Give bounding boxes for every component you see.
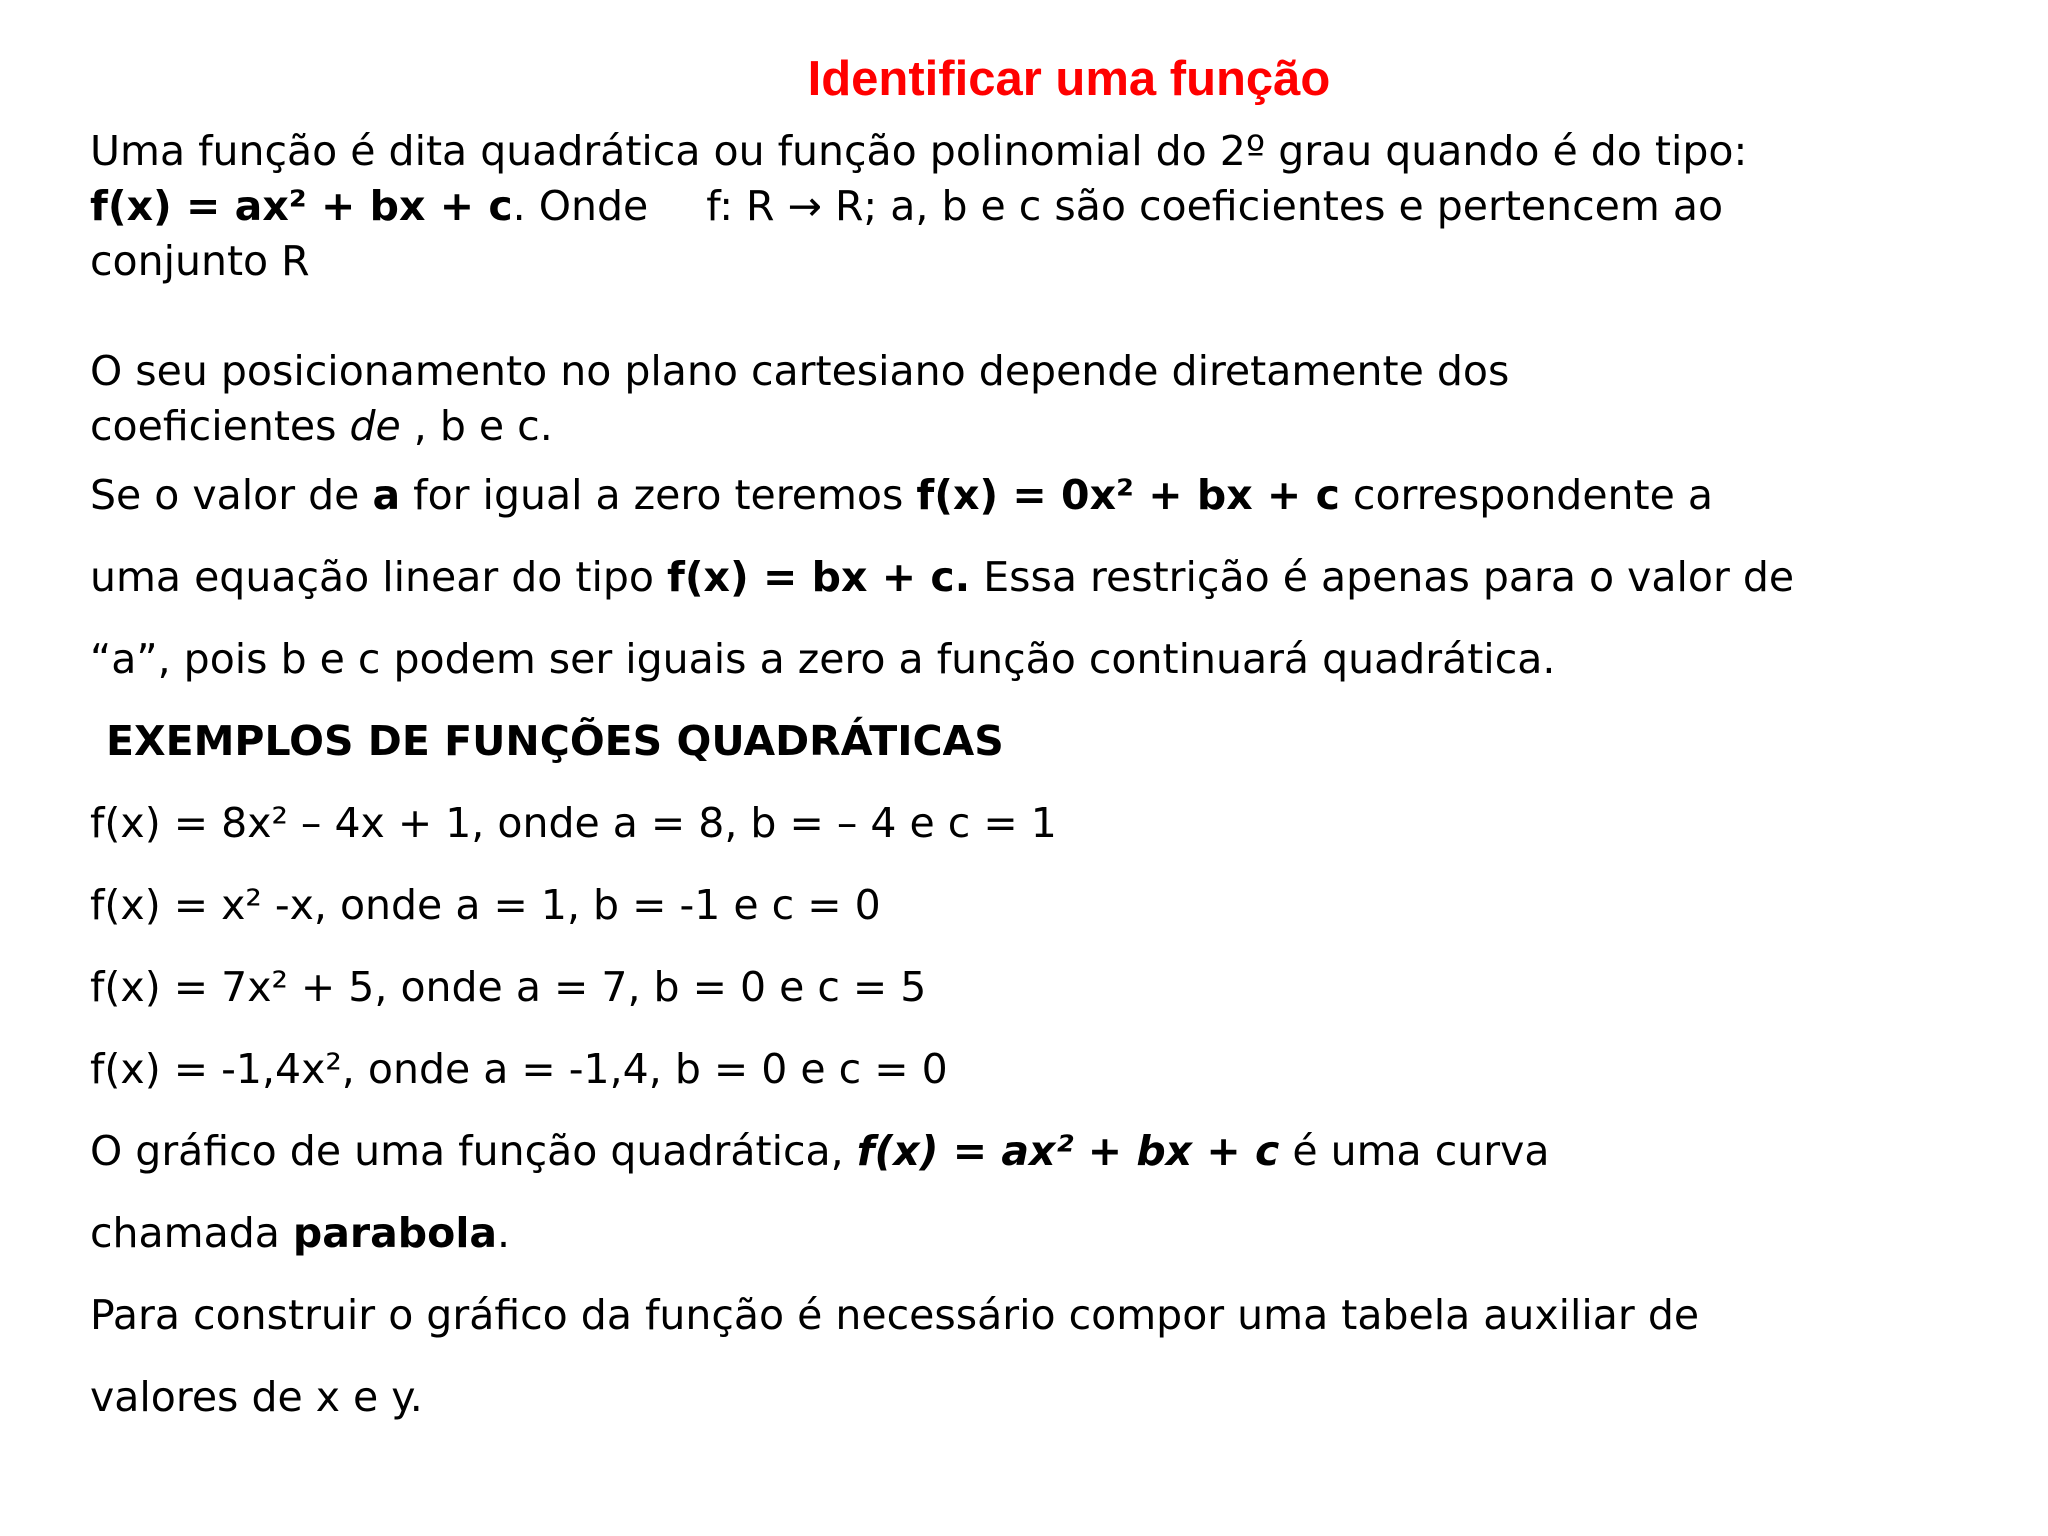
position-text-b: , b e c. <box>400 402 553 450</box>
example-item: f(x) = 8x² – 4x + 1, onde a = 8, b = – 4 e c = 1 <box>90 799 1057 847</box>
table-paragraph <box>90 1274 2048 1438</box>
position-line-1: O seu posicionamento no plano cartesiano depende diretamente dos <box>90 347 1510 395</box>
restriction-text-c: correspondente a <box>1339 471 1713 519</box>
bold-a: a <box>372 471 401 519</box>
examples-heading: EXEMPLOS DE FUNÇÕES QUADRÁTICAS <box>106 717 1004 765</box>
definition-line-2 <box>90 179 2048 234</box>
example-item: f(x) = x² -x, onde a = 1, b = -1 e c = 0 <box>90 881 881 929</box>
restriction-text-b: for igual a zero teremos <box>400 471 917 519</box>
onde-text: . Onde <box>512 182 649 230</box>
linear-text-a: uma equação linear do tipo <box>90 553 667 601</box>
position-text-a: coeficientes <box>90 402 350 450</box>
position-paragraph <box>90 344 2048 454</box>
graph-line-1 <box>90 1110 2048 1192</box>
restriction-text-a: Se o valor de <box>90 471 373 519</box>
graph-formula: f(x) = ax² + bx + c <box>856 1127 1280 1175</box>
example-item: f(x) = -1,4x², onde a = -1,4, b = 0 e c = 0 <box>90 1045 948 1093</box>
position-line-2 <box>90 399 2048 454</box>
parabola-word: parabola <box>292 1209 498 1257</box>
graph-text-c: chamada <box>90 1209 293 1257</box>
definition-line-1: Uma função é dita quadrática ou função polinomial do 2º grau quando é do tipo: <box>90 127 1748 175</box>
restriction-paragraph <box>90 454 2048 700</box>
restriction-line-2 <box>90 536 2048 618</box>
graph-text-b: é uma curva <box>1279 1127 1550 1175</box>
zero-a-formula: f(x) = 0x² + bx + c <box>916 471 1340 519</box>
graph-paragraph <box>90 1110 2048 1274</box>
example-item: f(x) = 7x² + 5, onde a = 7, b = 0 e c = 5 <box>90 963 927 1011</box>
linear-formula: f(x) = bx + c. <box>666 553 971 601</box>
examples-list <box>90 782 2048 1110</box>
table-line-1: Para construir o gráfico da função é necessário compor uma tabela auxiliar de <box>90 1291 1700 1339</box>
linear-text-b: Essa restrição é apenas para o valor de <box>970 553 1795 601</box>
quadratic-formula: f(x) = ax² + bx + c <box>90 182 513 230</box>
graph-text-a: O gráfico de uma função quadrática, <box>90 1127 857 1175</box>
restriction-line-3: “a”, pois b e c podem ser iguais a zero a função continuará quadrática. <box>90 635 1556 683</box>
definition-paragraph <box>90 124 2048 289</box>
definition-line-3: conjunto R <box>90 237 310 285</box>
graph-line-2 <box>90 1192 2048 1274</box>
italic-de: de <box>349 402 401 450</box>
table-line-2: valores de x e y. <box>90 1373 423 1421</box>
graph-text-d: . <box>497 1209 511 1257</box>
domain-text: f: R → R; a, b e c são coeficientes e pertencem ao <box>706 182 1724 230</box>
restriction-line-1 <box>90 454 2048 536</box>
page-title: Identificar uma função <box>807 52 1331 106</box>
